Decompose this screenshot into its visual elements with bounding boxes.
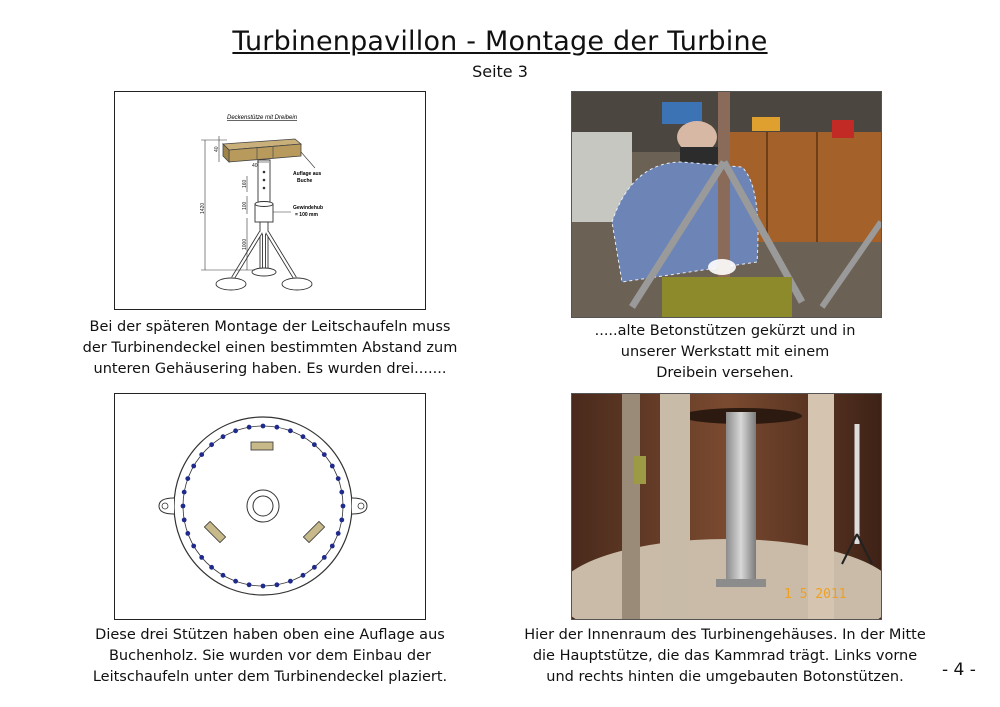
work-table: [662, 277, 792, 317]
beech-support-pad: [251, 442, 273, 450]
upper-column: [258, 160, 270, 204]
caption-line: unserer Werkstatt mit einem: [620, 344, 830, 360]
dim-label: 160: [242, 179, 248, 188]
bolt-hole: [275, 582, 280, 587]
callout-auflage-line1: Auflage aus: [293, 171, 322, 177]
dim-label: 1000: [242, 238, 248, 250]
page-subtitle: Seite 3: [472, 62, 528, 81]
bolt-hole: [301, 434, 306, 439]
caption-line: Dreibein versehen.: [656, 365, 794, 381]
page-title: Turbinenpavillon - Montage der Turbine: [232, 26, 768, 57]
caption-line: unteren Gehäusering haben. Es wurden drei.......: [93, 361, 447, 377]
bolt-hole: [247, 582, 252, 587]
bolt-hole: [181, 504, 186, 509]
caption-line: der Turbinendeckel einen bestimmten Abstand zum: [82, 340, 458, 356]
bolt-hole: [233, 579, 238, 584]
bolt-hole: [199, 555, 204, 560]
bolt-hole: [221, 434, 226, 439]
bolt-hole: [199, 452, 204, 457]
welding-spark: [708, 259, 736, 275]
drawing-heading: Deckenstütze mit Dreibein: [227, 115, 298, 121]
bolt-hole: [336, 476, 341, 481]
bolt-hole: [191, 544, 196, 549]
bolt-hole: [322, 452, 327, 457]
bolt-hole: [191, 464, 196, 469]
caption-line: und rechts hinten die umgebauten Botonstützen.: [546, 669, 904, 685]
tripod-support-drawing: [115, 92, 425, 309]
caption-top-left: [60, 317, 480, 380]
bolt-hole: [275, 425, 280, 430]
callout-gewinde-line2: = 100 mm: [295, 212, 318, 218]
dim-label: 100: [242, 201, 248, 210]
bolt-hole: [336, 531, 341, 536]
dim-label: 40: [214, 146, 220, 152]
turbine-cover-plan: [115, 394, 425, 619]
page-number: - 4 -: [942, 660, 976, 680]
caption-line: Buchenholz. Sie wurden vor dem Einbau der: [108, 648, 431, 664]
converted-support-right: [808, 394, 834, 619]
caption-line: Bei der späteren Montage der Leitschaufeln muss: [89, 319, 451, 335]
bolt-hole: [209, 565, 214, 570]
pipe-foreground: [660, 394, 690, 619]
cover-plan-frame: [114, 393, 426, 620]
bolt-hole: [339, 490, 344, 495]
callout-gewinde-line1: Gewindehub: [293, 205, 323, 211]
bolt-hole: [185, 476, 190, 481]
bolt-hole: [247, 425, 252, 430]
bolt-hole: [312, 442, 317, 447]
bolt-hole: [330, 544, 335, 549]
dim-label: 40: [252, 163, 258, 169]
bolt-hole: [339, 518, 344, 523]
bolt-hole: [185, 531, 190, 536]
caption-line: .....alte Betonstützen gekürzt und in: [594, 323, 856, 339]
bolt-hole: [312, 565, 317, 570]
bolt-hole: [261, 584, 266, 589]
bolt-hole: [209, 442, 214, 447]
bolt-hole: [330, 464, 335, 469]
foot-pad-left: [216, 278, 246, 290]
caption-bottom-right: [505, 625, 945, 688]
shaft-ring-inner: [253, 496, 273, 516]
workshop-photo: [571, 91, 882, 318]
main-support-column: [726, 412, 756, 584]
interior-photo-illustration: [572, 394, 881, 619]
bolt-hole: [288, 579, 293, 584]
bolt-hole: [182, 490, 187, 495]
turbine-interior-photo: [571, 393, 882, 620]
bolt-hole: [233, 428, 238, 433]
bolt-hole: [341, 504, 346, 509]
caption-line: Diese drei Stützen haben oben eine Auflage aus: [95, 627, 445, 643]
bolt-hole: [261, 424, 266, 429]
bolt-hole: [288, 428, 293, 433]
bolt-hole: [322, 555, 327, 560]
photo-date-stamp: 1 5 2011: [784, 587, 847, 602]
converted-support-left: [622, 394, 640, 619]
support-drawing-frame: [114, 91, 426, 310]
caption-line: die Hauptstütze, die das Kammrad trägt. Links vorne: [532, 648, 918, 664]
bolt-hole: [221, 573, 226, 578]
welding-photo-illustration: [572, 92, 881, 317]
callout-auflage-line2: Buche: [297, 178, 313, 184]
caption-line: Hier der Innenraum des Turbinengehäuses. In der Mitte: [524, 627, 926, 643]
dim-label: 1420: [200, 202, 206, 214]
bolt-hole: [182, 518, 187, 523]
caption-bottom-left: [60, 625, 480, 688]
bolt-hole: [301, 573, 306, 578]
foot-pad-right: [282, 278, 312, 290]
caption-top-right: [520, 321, 930, 384]
caption-line: Leitschaufeln unter dem Turbinendeckel plaziert.: [92, 669, 448, 685]
